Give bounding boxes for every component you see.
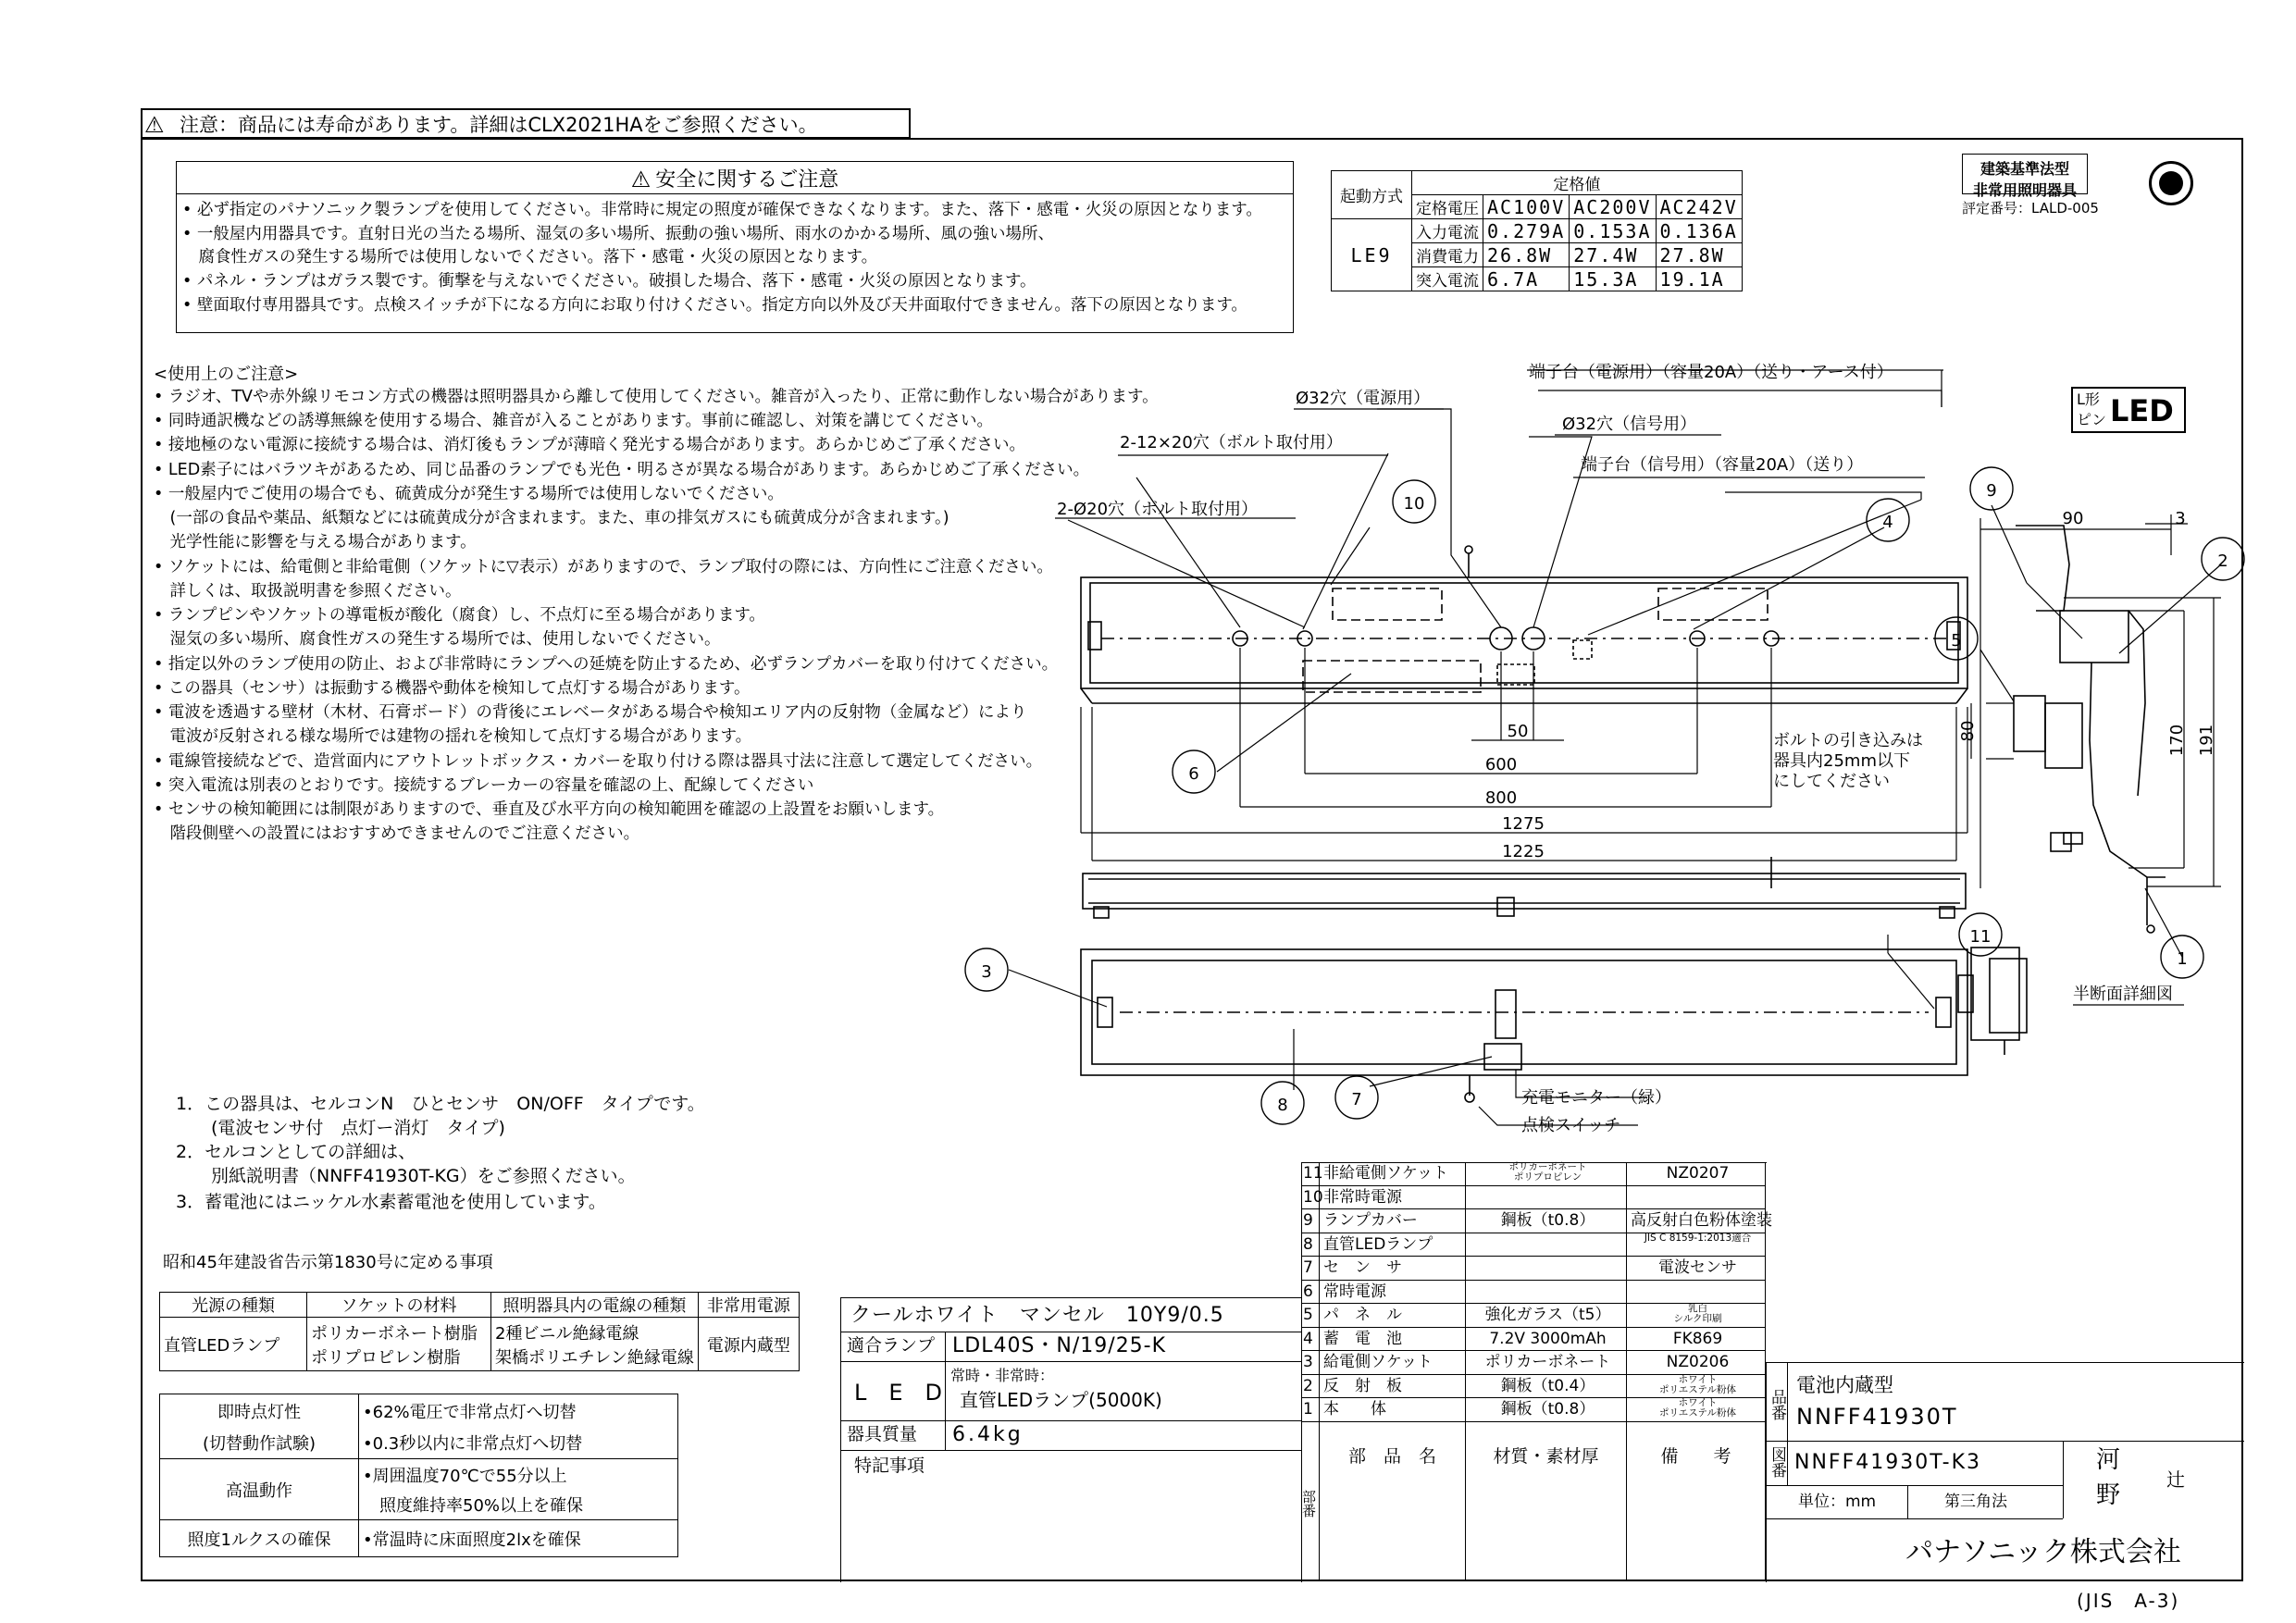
usage-line: • 電線管接続などで、造営面内にアウトレットボックス・カバーを取り付ける際は器具寸法に注意して選定してください。 (154, 752, 1043, 771)
parts-cell-no: 3 (1301, 1351, 1320, 1375)
parts-cell-name: 蓄 電 池 (1320, 1328, 1466, 1352)
callout-bolt-note: 器具内25mm以下 (1773, 751, 1910, 771)
parts-cell-name: 反 射 板 (1320, 1375, 1466, 1399)
balloon-4: 4 (1882, 513, 1893, 532)
spec-power: 電源内蔵型 (698, 1318, 799, 1371)
company-name: パナソニック株式会社 (1905, 1536, 2181, 1568)
parts-header-no: 部番 (1301, 1422, 1320, 1582)
led-badge-small: ピン (2077, 411, 2107, 428)
mass-value: 6.4kg (952, 1423, 1024, 1446)
parts-cell-name: 本 体 (1320, 1398, 1466, 1422)
parts-header-row (1301, 1422, 1766, 1582)
dim-1225: 1225 (1502, 842, 1545, 861)
parts-cell-mat (1466, 1257, 1627, 1281)
spec-socket (307, 1318, 491, 1371)
led-row (841, 1361, 1302, 1421)
usage-line: 湿気の多い場所、腐食性ガスの発生する場所では、使用しないでください。 (154, 630, 721, 649)
parts-cell-no: 11 (1301, 1162, 1320, 1186)
balloon-7: 7 (1351, 1090, 1362, 1109)
paper-size: (JIS A-3) (2077, 1590, 2180, 1612)
parts-cell-no: 1 (1301, 1398, 1320, 1422)
parts-header-note: 備 考 (1627, 1422, 1766, 1582)
parts-row (1301, 1257, 1766, 1281)
perf-label: 照度1ルクスの確保 (160, 1520, 359, 1557)
projection-text: 第三角法 (1944, 1493, 2007, 1511)
usage-line: • 突入電流は別表のとおりです。接続するブレーカーの容量を確認の上、配線してください (154, 776, 814, 795)
parts-cell-no: 2 (1301, 1375, 1320, 1399)
usage-title: <使用上のご注意> (154, 365, 299, 384)
parts-cell-mat (1466, 1186, 1627, 1210)
safety-title-row (177, 162, 1293, 194)
hinban-label: 品番 (1768, 1389, 1786, 1420)
dim-90: 90 (2062, 509, 2084, 528)
decree-text: 昭和45年建設省告示第1830号に定める事項 (163, 1253, 493, 1272)
special-notes-label: 特記事項 (854, 1456, 925, 1476)
parts-cell-mat: 鋼板（t0.4） (1466, 1375, 1627, 1399)
balloon-10: 10 (1403, 494, 1425, 514)
parts-row (1301, 1398, 1766, 1422)
perf-value-2: 照度維持率50%以上を確保 (363, 1495, 584, 1516)
rating-cell: 26.8W (1483, 243, 1570, 267)
parts-cell-no: 10 (1301, 1186, 1320, 1210)
callout-bolt-note: ボルトの引き込みは (1773, 731, 1923, 750)
spec-wire-2: 架橋ポリエチレン絶縁電線 (495, 1347, 694, 1368)
parts-row (1301, 1162, 1766, 1186)
cert-code: 評定番号：LALD-005 (1962, 200, 2099, 217)
spec-socket-1: ポリカーボネート樹脂 (311, 1323, 478, 1344)
rating-row-label: 突入電流 (1412, 267, 1483, 291)
parts-cell-name: セ ン サ (1320, 1257, 1466, 1281)
product-name: 電池内蔵型 (1796, 1374, 1893, 1396)
parts-cell-no: 4 (1301, 1328, 1320, 1352)
parts-cell-mat: ポリカーボネート (1466, 1351, 1627, 1375)
hinban-row (1767, 1363, 2244, 1442)
rating-cell: AC200V (1570, 195, 1656, 219)
lamp-color: クールホワイト マンセル 10Y9/0.5 (850, 1304, 1224, 1327)
usage-line: • 電波を透過する壁材（木材、石膏ボード）の背後にエレベータがある場合や検知エリア内の反射物（金属など）により (154, 703, 1027, 722)
spec-wire (491, 1318, 699, 1371)
usage-line: • この器具（センサ）は振動する機器や動体を検知して点灯する場合があります。 (154, 679, 751, 698)
callout-hole32-power: Ø32穴（電源用） (1296, 389, 1431, 408)
warning-icon: ⚠ (630, 167, 652, 192)
perf-label (160, 1394, 359, 1459)
parts-cell-name: パ ネ ル (1320, 1304, 1466, 1328)
rating-cell: 27.4W (1570, 243, 1656, 267)
spec-light-source: 直管LEDランプ (160, 1318, 307, 1371)
parts-cell-mat (1466, 1233, 1627, 1258)
lamp-row (841, 1332, 1302, 1362)
spec-table (159, 1292, 800, 1371)
dim-3: 3 (2175, 509, 2186, 528)
parts-row (1301, 1328, 1766, 1352)
cert-line: 建築基準法型 (1980, 160, 2069, 178)
note-line: 別紙説明書（NNFF41930T-KG）をご参照ください。 (176, 1166, 636, 1186)
usage-line: • 指定以外のランプ使用の防止、および非常時にランプへの延焼を防止するため、必ずランプカバーを取り付けてください。 (154, 655, 1059, 674)
note-line: (電波センサ付 点灯ー消灯 タイプ) (176, 1118, 505, 1138)
parts-row (1301, 1375, 1766, 1399)
usage-line: (一部の食品や薬品、紙類などには硫黄成分が含まれます。また、車の排気ガスにも硫黄成分が含まれます。) (154, 509, 949, 527)
certification-badge (1962, 154, 2088, 199)
led-badge-small: L形 (2077, 390, 2100, 408)
led-badge-text: LED (2110, 393, 2174, 428)
rating-row-label: 入力電流 (1412, 219, 1483, 243)
callout-bolt-1220: 2-12×20穴（ボルト取付用） (1120, 433, 1343, 452)
balloon-8: 8 (1277, 1096, 1288, 1115)
perf-value-1: •62%電圧で非常点灯へ切替 (363, 1402, 577, 1422)
spec-header: ソケットの材料 (307, 1293, 491, 1318)
perf-label-1: 即時点灯性 (217, 1402, 301, 1422)
usage-line: • ラジオ、TVや赤外線リモコン方式の機器は照明器具から離して使用してください。雑音が入ったり、正常に動作しない場合があります。 (154, 388, 1159, 406)
zuban-row (1767, 1441, 2063, 1486)
perf-label: 高温動作 (160, 1459, 359, 1520)
rating-cell: AC100V (1483, 195, 1570, 219)
signature-1: 河 (2096, 1446, 2121, 1474)
note-line: 2．セルコンとしての詳細は、 (176, 1142, 416, 1162)
parts-cell-note: 電波センサ (1627, 1257, 1766, 1281)
parts-row (1301, 1304, 1766, 1328)
balloon-3: 3 (981, 962, 992, 982)
perf-label-2: (切替動作試験) (202, 1433, 316, 1454)
usage-line: • 接地極のない電源に接続する場合は、消灯後もランプが薄暗く発光する場合があります。あらかじめご了承ください。 (154, 436, 1025, 454)
led-line-2: 直管LEDランプ(5000K) (960, 1389, 1162, 1411)
parts-cell-mat: 7.2V 3000mAh (1466, 1328, 1627, 1352)
unit-text: 単位：mm (1798, 1493, 1877, 1511)
parts-cell-name: ランプカバー (1320, 1209, 1466, 1233)
parts-cell-no: 6 (1301, 1281, 1320, 1305)
parts-cell-mat: 鋼板（t0.8） (1466, 1209, 1627, 1233)
note-line: 3．蓄電池にはニッケル水素蓄電池を使用しています。 (176, 1192, 606, 1212)
parts-cell-no: 7 (1301, 1257, 1320, 1281)
perf-value (359, 1459, 678, 1520)
usage-line: • 同時通訳機などの誘導無線を使用する場合、雑音が入ることがあります。事前に確認し、対策を講じてください。 (154, 412, 993, 430)
title-block (1766, 1362, 2244, 1582)
safety-title: 安全に関するご注意 (655, 168, 839, 192)
dim-50: 50 (1507, 722, 1529, 741)
balloon-6: 6 (1188, 764, 1199, 784)
balloon-5: 5 (1951, 631, 1962, 650)
rating-table (1331, 170, 1743, 291)
rating-cell: 27.8W (1656, 243, 1742, 267)
led-badge (2071, 387, 2186, 433)
rating-cell: AC242V (1656, 195, 1742, 219)
parts-header-name: 部 品 名 (1320, 1422, 1466, 1582)
safety-line: • パネル・ランプはガラス製です。衝撃を与えないでください。破損した場合、落下・感電・火災の原因となります。 (182, 272, 1036, 291)
balloon-1: 1 (2177, 949, 2188, 969)
callout-check-switch: 点検スイッチ (1521, 1116, 1621, 1135)
dim-800: 800 (1484, 788, 1518, 808)
callout-charge-monitor: 充電モニター（緑） (1521, 1088, 1671, 1108)
start-method-header: 起動方式 (1332, 171, 1412, 219)
balloon-2: 2 (2217, 551, 2228, 571)
parts-cell-mat: 強化ガラス（t5） (1466, 1304, 1627, 1328)
parts-cell-note: ホワイト ポリエステル粉体 (1627, 1375, 1766, 1399)
parts-row (1301, 1186, 1766, 1210)
parts-row (1301, 1209, 1772, 1233)
callout-bolt-20: 2-Ø20穴（ボルト取付用） (1057, 500, 1259, 519)
parts-row (1301, 1351, 1766, 1375)
spec-wire-1: 2種ビニル絶縁電線 (495, 1323, 639, 1344)
usage-line: • ランプピンやソケットの導電板が酸化（腐食）し、不点灯に至る場合があります。 (154, 606, 765, 625)
parts-cell-no: 5 (1301, 1304, 1320, 1328)
callout-terminal-signal: 端子台（信号用）（容量20A）（送り） (1581, 455, 1864, 475)
rating-cell: 0.136A (1656, 219, 1742, 243)
mass-label: 器具質量 (847, 1424, 918, 1444)
rating-cell: 15.3A (1570, 267, 1656, 291)
drawing-number: NNFF41930T-K3 (1794, 1451, 1981, 1474)
product-number: NNFF41930T (1796, 1404, 1958, 1430)
safety-line: • 壁面取付専用器具です。点検スイッチが下になる方向にお取り付けください。指定方向以外及び天井面取付できません。落下の原因となります。 (182, 296, 1247, 315)
usage-line: • ソケットには、給電側と非給電側（ソケットに▽表示）がありますので、ランプ取付の際には、方向性にご注意ください。 (154, 558, 1053, 576)
parts-cell-name: 常時電源 (1320, 1281, 1466, 1305)
rating-row-label: 定格電圧 (1412, 195, 1483, 219)
parts-cell-note: NZ0206 (1627, 1351, 1766, 1375)
callout-hole32-signal: Ø32穴（信号用） (1562, 415, 1697, 434)
lamp-color-row (841, 1298, 1302, 1332)
parts-cell-note: JIS C 8159-1:2013適合 (1627, 1233, 1766, 1258)
unit-row (1767, 1485, 2063, 1519)
usage-line: 階段側壁への設置にはおすすめできませんのでご注意ください。 (154, 824, 640, 843)
usage-line: 詳しくは、取扱説明書を参照ください。 (154, 582, 462, 601)
usage-line: • 一般屋内でご使用の場合でも、硫黄成分が発生する場所では使用しないでください。 (154, 485, 784, 503)
perf-value (359, 1394, 678, 1459)
parts-row (1301, 1233, 1766, 1258)
rating-cell: 0.153A (1570, 219, 1656, 243)
rating-row-label: 消費電力 (1412, 243, 1483, 267)
parts-cell-note: 高反射白色粉体塗装 (1627, 1209, 1766, 1233)
spec-header: 光源の種類 (160, 1293, 307, 1318)
safety-line: 腐食性ガスの発生する場所では使用しないでください。落下・感電・火災の原因となります。 (182, 248, 878, 266)
spec-header: 照明器具内の電線の種類 (491, 1293, 699, 1318)
perf-value-2: •0.3秒以内に非常点灯へ切替 (363, 1433, 583, 1454)
safety-line: • 必ず指定のパナソニック製ランプを使用してください。非常時に規定の照度が確保できなくなります。また、落下・感電・火災の原因となります。 (182, 201, 1262, 219)
caution-banner (141, 108, 911, 139)
parts-cell-note: FK869 (1627, 1328, 1766, 1352)
parts-cell-note: 乳白 シルク印刷 (1627, 1304, 1766, 1328)
parts-cell-note: ホワイト ポリエステル粉体 (1627, 1398, 1766, 1422)
parts-header-mat: 材質・素材厚 (1466, 1422, 1627, 1582)
note-line: 1．この器具は、セルコンN ひとセンサ ON/OFF タイプです。 (176, 1094, 705, 1114)
led-label: L E D (854, 1380, 943, 1406)
callout-terminal-power: 端子台（電源用）（容量20A）（送り・アース付） (1529, 363, 1893, 382)
usage-line: 光学性能に影響を与える場合があります。 (154, 533, 477, 551)
perf-value-1: •周囲温度70℃で55分以上 (363, 1466, 567, 1486)
signature-3: 辻 (2166, 1468, 2185, 1491)
parts-cell-name: 非給電側ソケット (1320, 1162, 1466, 1186)
rated-value-header: 定格値 (1412, 171, 1743, 195)
dim-1275: 1275 (1502, 814, 1545, 834)
lamp-label: 適合ランプ (847, 1335, 936, 1356)
balloon-11: 11 (1969, 927, 1992, 947)
led-line-1: 常時・非常時： (950, 1367, 1055, 1384)
cert-seal-icon (2149, 161, 2193, 205)
caution-text: 注意：商品には寿命があります。詳細はCLX2021HAをご参照ください。 (180, 114, 818, 136)
rating-cell: 19.1A (1656, 267, 1742, 291)
safety-box (176, 161, 1294, 333)
parts-cell-no: 9 (1301, 1209, 1320, 1233)
parts-cell-note (1627, 1281, 1766, 1305)
warning-icon: ⚠ (144, 112, 165, 138)
dim-600: 600 (1484, 755, 1518, 774)
cert-line: 非常用照明器具 (1972, 181, 2077, 199)
spec-header: 非常用電源 (698, 1293, 799, 1318)
rating-cell: 0.279A (1483, 219, 1570, 243)
safety-line: • 一般屋内用器具です。直射日光の当たる場所、湿気の多い場所、振動の強い場所、雨水のかかる場所、風の強い場所、 (182, 225, 1054, 243)
parts-cell-mat: ポリカーボネート ポリプロピレン (1466, 1162, 1627, 1186)
dim-191: 191 (2197, 724, 2216, 757)
lamp-info-block (840, 1297, 1302, 1582)
dim-80: 80 (1958, 720, 1978, 742)
perf-value: •常温時に床面照度2lxを確保 (359, 1520, 678, 1557)
zuban-label: 図番 (1768, 1446, 1786, 1478)
spec-socket-2: ポリプロピレン樹脂 (311, 1347, 461, 1368)
dim-170: 170 (2167, 724, 2187, 757)
parts-cell-mat (1466, 1281, 1627, 1305)
performance-table (159, 1394, 678, 1557)
parts-cell-note: NZ0207 (1627, 1162, 1766, 1186)
mass-row (841, 1420, 1302, 1451)
parts-cell-name: 直管LEDランプ (1320, 1233, 1466, 1258)
lamp-model: LDL40S・N/19/25-K (952, 1334, 1167, 1357)
usage-line: • センサの検知範囲には制限がありますので、垂直及び水平方向の検知範囲を確認の上設置をお願いします。 (154, 800, 945, 819)
parts-cell-name: 給電側ソケット (1320, 1351, 1466, 1375)
parts-cell-mat: 鋼板（t0.8） (1466, 1398, 1627, 1422)
rating-cell: 6.7A (1483, 267, 1570, 291)
signature-2: 野 (2096, 1481, 2121, 1509)
callout-half-section: 半断面詳細図 (2073, 985, 2173, 1004)
parts-row (1301, 1281, 1766, 1305)
balloon-9: 9 (1986, 481, 1997, 501)
usage-line: • LED素子にはバラツキがあるため、同じ品番のランプでも光色・明るさが異なる場合があります。あらかじめご了承ください。 (154, 461, 1090, 479)
callout-bolt-note: にしてください (1773, 772, 1890, 791)
start-method-value: LE9 (1332, 219, 1412, 291)
parts-cell-no: 8 (1301, 1233, 1320, 1258)
parts-cell-note (1627, 1186, 1766, 1210)
usage-line: 電波が反射される様な場所では建物の揺れを検知して点灯する場合があります。 (154, 727, 752, 746)
parts-cell-name: 非常時電源 (1320, 1186, 1466, 1210)
